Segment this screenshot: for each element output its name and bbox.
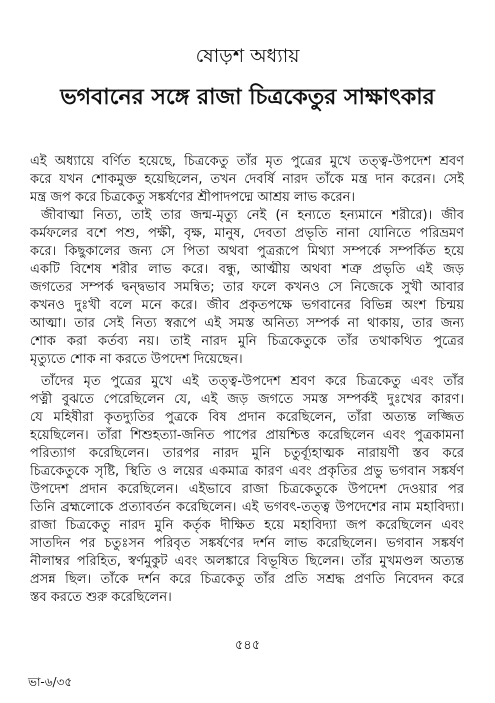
body-line: কর্মফলের বশে পশু, পক্ষী, বৃক্ষ, মানুষ, দেবতা প্রভৃতি নানা যোনিতে পরিভ্রমণ [30, 226, 464, 241]
chapter-number: ষোড়শ অধ্যায় [195, 45, 300, 67]
body-line: জগতের সম্পর্ক দ্বন্দ্বভাব সমন্বিত; তার ফলে কখনও সে নিজেকে সুখী আবার [30, 280, 464, 295]
signature-mark: ভা-৬/৩৫ [28, 675, 73, 689]
body-line: শোক করা কর্তব্য নয়। তাই নারদ মুনি চিত্রকেতুকে তাঁর তথাকথিত পুত্রের [30, 334, 464, 349]
body-line: স্তব করতে শুরু করেছিলেন। [30, 590, 172, 605]
body-line: উপদেশ প্রদান করেছিলেন। এইভাবে রাজা চিত্রকেতুকে উপদেশ দেওয়ার পর [30, 482, 464, 497]
body-line: হয়েছিলেন। তাঁরা শিশুহত্যা-জনিত পাপের প্রায়শ্চিত্ত করেছিলেন এবং পুত্রকামনা [30, 428, 464, 443]
chapter-title: ভগবানের সঙ্গে রাজা চিত্রকেতুর সাক্ষাৎকার [60, 85, 435, 110]
body-line: তিনি ব্রহ্মলোকে প্রত্যাবর্তন করেছিলেন। এই ভগবৎ-তত্ত্ব উপদেশের নাম মহাবিদ্যা। [30, 500, 464, 515]
body-line: যে মহিষীরা কৃতদ্যুতির পুত্রকে বিষ প্রদান করেছিলেন, তাঁরা অত্যন্ত লজ্জিত [30, 410, 464, 425]
body-line: সাতদিন পর চতুঃসন পরিবৃত সঙ্কর্ষণের দর্শন লাভ করেছিলেন। ভগবান সঙ্কর্ষণ [30, 536, 464, 551]
body-line: করে। কিছুকালের জন্য সে পিতা অথবা পুত্ররূপে মিথ্যা সম্পর্কে সম্পর্কিত হয়ে [30, 244, 464, 259]
body-line: এই অধ্যায়ে বর্ণিত হয়েছে, চিত্রকেতু তাঁর মৃত পুত্রের মুখে তত্ত্ব-উপদেশ শ্রবণ [30, 154, 464, 169]
body-line: একটি বিশেষ শরীর লাভ করে। বন্ধু, আত্মীয় অথবা শত্রু প্রভৃতি এই জড় [30, 262, 464, 277]
body-line: চিত্রকেতুকে সৃষ্টি, স্থিতি ও লয়ের একমাত্র কারণ এবং প্রকৃতির প্রভু ভগবান সঙ্কর্ষণ [30, 464, 464, 479]
body-line: পত্নী বুঝতে পেরেছিলেন যে, এই জড় জগতে সমস্ত সম্পর্কই দুঃখের কারণ। [30, 392, 464, 407]
page-number: ৫৪৫ [234, 638, 261, 653]
body-line: রাজা চিত্রকেতু নারদ মুনি কর্তৃক দীক্ষিত হয়ে মহাবিদ্যা জপ করেছিলেন এবং [30, 518, 464, 533]
body-line: কখনও দুঃখী বলে মনে করে। জীব প্রকৃতপক্ষে ভগবানের বিভিন্ন অংশ চিন্ময় [30, 298, 464, 313]
body-line: নীলাম্বর পরিহিত, স্বর্ণমুকুট এবং অলঙ্কারে বিভূষিত ছিলেন। তাঁর মুখমণ্ডল অত্যন্ত [30, 554, 464, 569]
body-line: করে যখন শোকমুক্ত হয়েছিলেন, তখন দেবর্ষি নারদ তাঁকে মন্ত্র দান করেন। সেই [30, 172, 464, 187]
body-line: আত্মা। তার সেই নিত্য স্বরূপে এই সমস্ত অনিত্য সম্পর্ক না থাকায়, তার জন্য [30, 316, 464, 331]
body-line: তাঁদের মৃত পুত্রের মুখে এই তত্ত্ব-উপদেশ শ্রবণ করে চিত্রকেতু এবং তাঁর [41, 374, 464, 389]
body-line: পরিত্যাগ করেছিলেন। তারপর নারদ মুনি চতুর্ব্যূহাত্মক নারায়ণী স্তব করে [30, 446, 464, 461]
body-line: মন্ত্র জপ করে চিত্রকেতু সঙ্কর্ষণের শ্রীপাদপদ্মে আশ্রয় লাভ করেন। [30, 190, 356, 205]
body-line: মৃত্যুতে শোক না করতে উপদেশ দিয়েছেন। [30, 352, 243, 367]
body-line: জীবাত্মা নিত্য, তাই তার জন্ম-মৃত্যু নেই (ন হন্যতে হন্যমানে শরীরে)। জীব [41, 208, 464, 223]
body-line: প্রসন্ন ছিল। তাঁকে দর্শন করে চিত্রকেতু তাঁর প্রতি সশ্রদ্ধ প্রণতি নিবেদন করে [30, 572, 464, 587]
